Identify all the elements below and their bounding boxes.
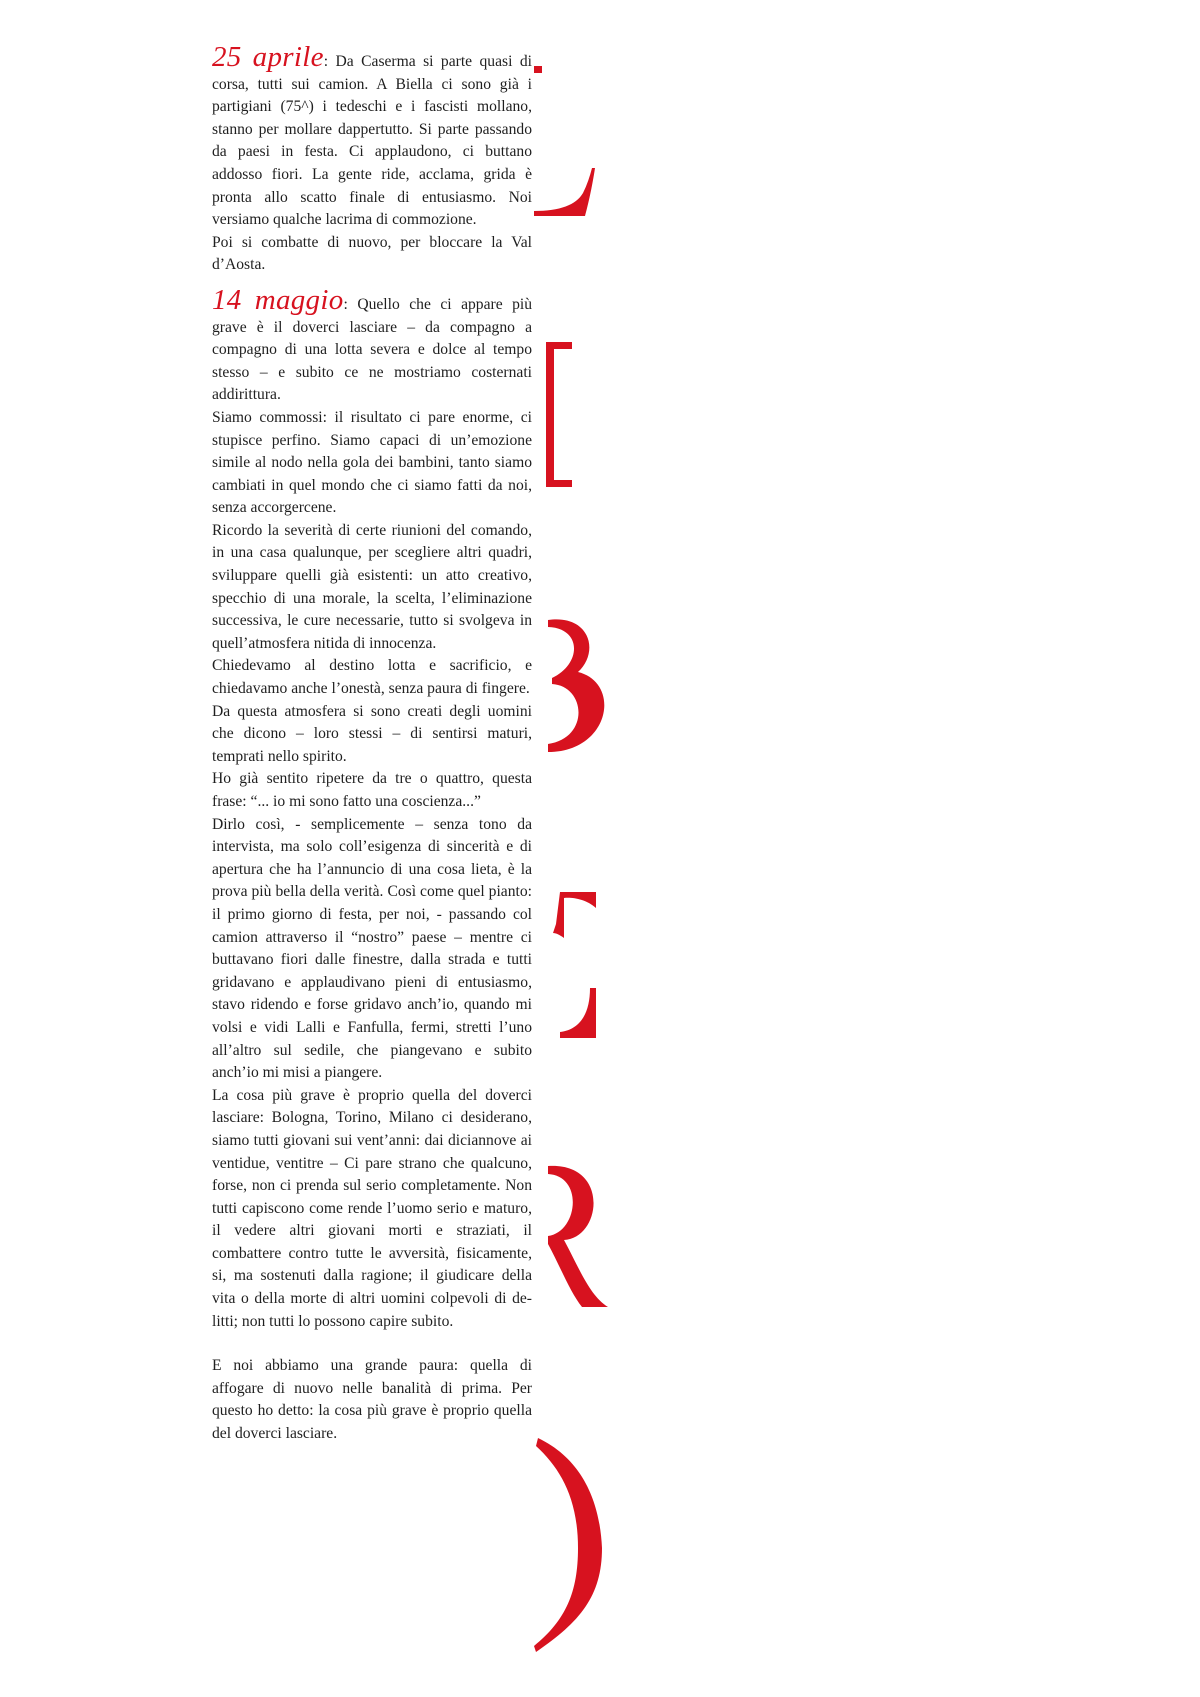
red-letter-r-fragment: [548, 1166, 608, 1307]
entry-paragraph: Da questa atmosfera si sono creati degli uomini che dicono – loro stessi – di sentirsi maturi, temprati nello spirito.: [212, 702, 532, 765]
entry-date: 25 aprile: [212, 41, 324, 73]
entry-paragraph: Dirlo così, - semplicemente – senza tono da intervista, ma solo coll’esigenza di sincerità e di apertura che ha l’annuncio di una cosa lieta, è la prova più bella della verità. Così come quel pianto: il primo giorno di festa, per noi, - passando col camion attraverso il “nostro” paese – mentre ci buttavano fiori dalle finestre, dalla strada e tutti gridavano e applaudivano pieni di entusiasmo, stavo ridendo e forse gridavo anch’io, quando mi volsi e vidi Lalli e Fanfulla, fermi, stretti l’uno all’altro sul sedile, che piangevano e subito anch’io mi misi a piangere.: [212, 815, 532, 1082]
closing-paragraph: E noi abbiamo una grande paura: quella di affogare di nuovo nelle banalità di prima. Per questo ho detto: la cosa più grave è proprio quella del doverci lasciare.: [212, 1357, 532, 1443]
red-hook-fragment: [534, 168, 595, 216]
entry-paragraph: Ho già sentito ripetere da tre o quattro, questa frase: “... io mi sono fatto una coscienza...”: [212, 770, 532, 810]
diary-entry-25-aprile: [212, 41, 532, 277]
entry-paragraph: Chiedevamo al destino lotta e sacrificio, e chiedavamo anche l’onestà, senza paura di fingere.: [212, 657, 532, 698]
red-letter-e-fragment: [553, 892, 596, 1038]
entry-paragraph: [212, 283, 533, 407]
red-bracket-fragment: [546, 342, 572, 487]
red-mark-square: [534, 66, 542, 73]
entry-paragraph: [212, 41, 532, 232]
diary-entry-14-maggio: [212, 283, 533, 1446]
entry-date: 14 maggio: [212, 283, 344, 316]
entry-paragraph: Siamo commossi: il risultato ci pare enorme, ci stupisce perfino. Siamo capaci di un’emozione simile al nodo nella gola dei bambini, tanto siamo cambiati in quel mondo che ci siamo fatti da noi, senza accorgercene.: [212, 408, 532, 517]
entry-paragraph: Poi si combatte di nuovo, per bloccare la Val d’Aosta.: [212, 233, 532, 274]
red-parenthesis-fragment: [534, 1438, 602, 1652]
entry-text: : Da Caserma si parte quasi di corsa, tutti sui camion. A Biella ci sono già i partigiani (75^) i tedeschi e i fascisti mollano, stanno per mollare dappertutto. Si parte passando da paesi in festa. Ci applaudono, ci buttano addosso fiori. La gente ride, acclama, grida è pronta allo scatto finale di entusiasmo. Noi versiamo qualche lacrima di commozione.: [212, 53, 532, 229]
paragraph-gap: [212, 1333, 532, 1355]
entry-paragraph: Ricordo la severità di certe riunioni del comando, in una casa qualunque, per scegliere altri quadri, sviluppare quelli già esistenti: un atto creativo, specchio di una morale, la scelta, l’eliminazione successiva, le cure necessarie, tutto si svolgeva in quell’atmosfera nitida di innocenza.: [212, 521, 532, 652]
diary-text-column: [212, 41, 533, 1458]
entry-text: : Quello che ci appare più grave è il doverci lasciare – da compagno a compagno di una lotta severa e dolce al tempo stesso – e subito ce ne mostriamo costernati addirittura.: [212, 295, 533, 404]
red-letter-b-fragment: [548, 619, 604, 752]
entry-paragraph: La cosa più grave è proprio quella del doverci lasciare: Bologna, Torino, Milano ci desiderano, siamo tutti giovani sui vent’anni: dai diciannove ai ventidue, ventitre – Ci pare strano che qualcuno, forse, non ci prenda sul serio completamente. Non tutti capiscono come rende l’uomo serio e maturo, il vedere altri giovani morti e straziati, il combattere contro tutte le avversità, fisicamente, si, ma sostenuti dalla ragione; il giudicare della vita o della morte di altri uomini colpevoli di delitti; non tutti lo possono capire subito.: [212, 1086, 532, 1330]
